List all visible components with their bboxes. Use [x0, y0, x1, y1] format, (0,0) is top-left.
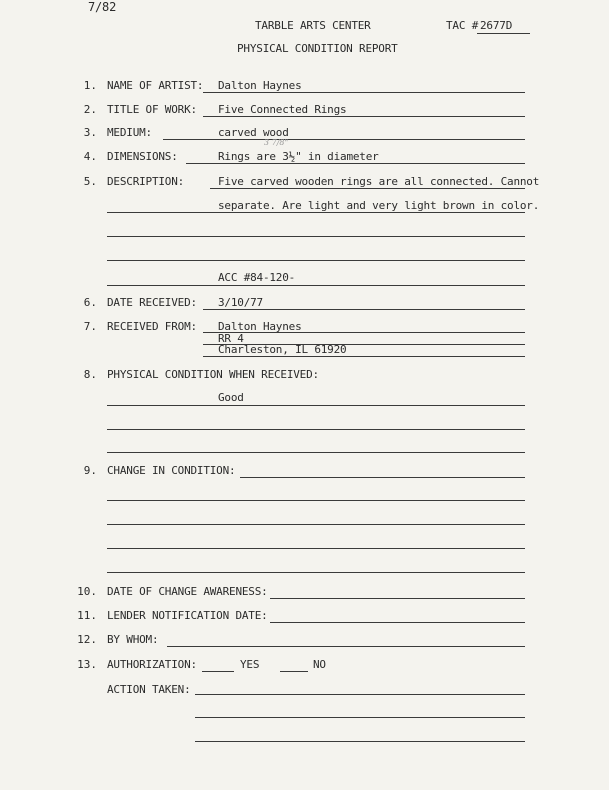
- description-rule-4: [107, 260, 525, 261]
- change-rule-4: [107, 548, 525, 549]
- num-2: 2.: [83, 103, 97, 116]
- tac-number: 2677D: [480, 19, 513, 32]
- condition-received-label: PHYSICAL CONDITION WHEN RECEIVED:: [107, 368, 319, 381]
- tac-underline: [477, 33, 530, 34]
- artist-label: NAME OF ARTIST:: [107, 79, 204, 92]
- dimensions-line: [186, 163, 525, 164]
- received-from-city: Charleston, IL 61920: [218, 343, 347, 356]
- change-rule-5: [107, 572, 525, 573]
- acc-number: ACC #84-120-: [218, 271, 296, 284]
- medium-label: MEDIUM:: [107, 126, 152, 139]
- num-1: 1.: [83, 79, 97, 92]
- condition-rule-1: [107, 405, 525, 406]
- received-from-rule-3: [203, 356, 525, 357]
- artist-line: [203, 92, 525, 93]
- description-rule-5: [107, 285, 525, 286]
- condition-received-value: Good: [218, 391, 244, 404]
- change-rule-1: [240, 477, 525, 478]
- action-label: ACTION TAKEN:: [107, 683, 191, 696]
- by-whom-rule: [167, 646, 525, 647]
- authorization-no: NO: [313, 658, 326, 671]
- num-8: 8.: [83, 368, 97, 381]
- num-13: 13.: [77, 658, 97, 671]
- authorization-yes: YES: [240, 658, 260, 671]
- medium-value: carved wood: [218, 126, 289, 139]
- description-line-2: separate. Are light and very light brown in color.: [218, 199, 540, 212]
- change-label: CHANGE IN CONDITION:: [107, 464, 236, 477]
- num-11: 11.: [77, 609, 97, 622]
- num-7: 7.: [83, 320, 97, 333]
- condition-rule-3: [107, 452, 525, 453]
- yes-blank: [202, 671, 234, 672]
- num-4: 4.: [83, 150, 97, 163]
- lender-rule: [270, 622, 525, 623]
- no-blank: [280, 671, 308, 672]
- date-received-line: [203, 309, 525, 310]
- artist-value: Dalton Haynes: [218, 79, 302, 92]
- received-from-rule-1: [203, 332, 525, 333]
- action-rule-1: [195, 694, 525, 695]
- description-rule-1: [210, 188, 525, 189]
- change-rule-2: [107, 500, 525, 501]
- num-5: 5.: [83, 175, 97, 188]
- num-10: 10.: [77, 585, 97, 598]
- dimensions-value: Rings are 3½" in diameter: [218, 150, 379, 163]
- num-6: 6.: [83, 296, 97, 309]
- description-rule-3: [107, 236, 525, 237]
- received-from-label: RECEIVED FROM:: [107, 320, 197, 333]
- title-value: Five Connected Rings: [218, 103, 347, 116]
- tac-label: TAC #: [446, 19, 479, 32]
- date-code: 7/82: [88, 0, 117, 14]
- num-3: 3.: [83, 126, 97, 139]
- awareness-label: DATE OF CHANGE AWARENESS:: [107, 585, 268, 598]
- num-9: 9.: [83, 464, 97, 477]
- authorization-label: AUTHORIZATION:: [107, 658, 197, 671]
- received-from-rr: RR 4: [218, 332, 244, 345]
- date-received-label: DATE RECEIVED:: [107, 296, 197, 309]
- received-from-name: Dalton Haynes: [218, 320, 302, 333]
- org-name: TARBLE ARTS CENTER: [255, 19, 371, 32]
- awareness-rule: [270, 598, 525, 599]
- description-label: DESCRIPTION:: [107, 175, 185, 188]
- medium-line: [163, 139, 525, 140]
- date-received-value: 3/10/77: [218, 296, 263, 309]
- report-title: PHYSICAL CONDITION REPORT: [237, 42, 398, 55]
- description-rule-2: [107, 212, 525, 213]
- description-line-1: Five carved wooden rings are all connected. Cannot: [218, 175, 540, 188]
- num-12: 12.: [77, 633, 97, 646]
- title-label: TITLE OF WORK:: [107, 103, 197, 116]
- condition-rule-2: [107, 429, 525, 430]
- by-whom-label: BY WHOM:: [107, 633, 159, 646]
- change-rule-3: [107, 524, 525, 525]
- action-rule-3: [195, 741, 525, 742]
- lender-label: LENDER NOTIFICATION DATE:: [107, 609, 268, 622]
- dimensions-handwritten-note: 3 7/8": [264, 138, 289, 147]
- dimensions-label: DIMENSIONS:: [107, 150, 178, 163]
- action-rule-2: [195, 717, 525, 718]
- title-line: [203, 116, 525, 117]
